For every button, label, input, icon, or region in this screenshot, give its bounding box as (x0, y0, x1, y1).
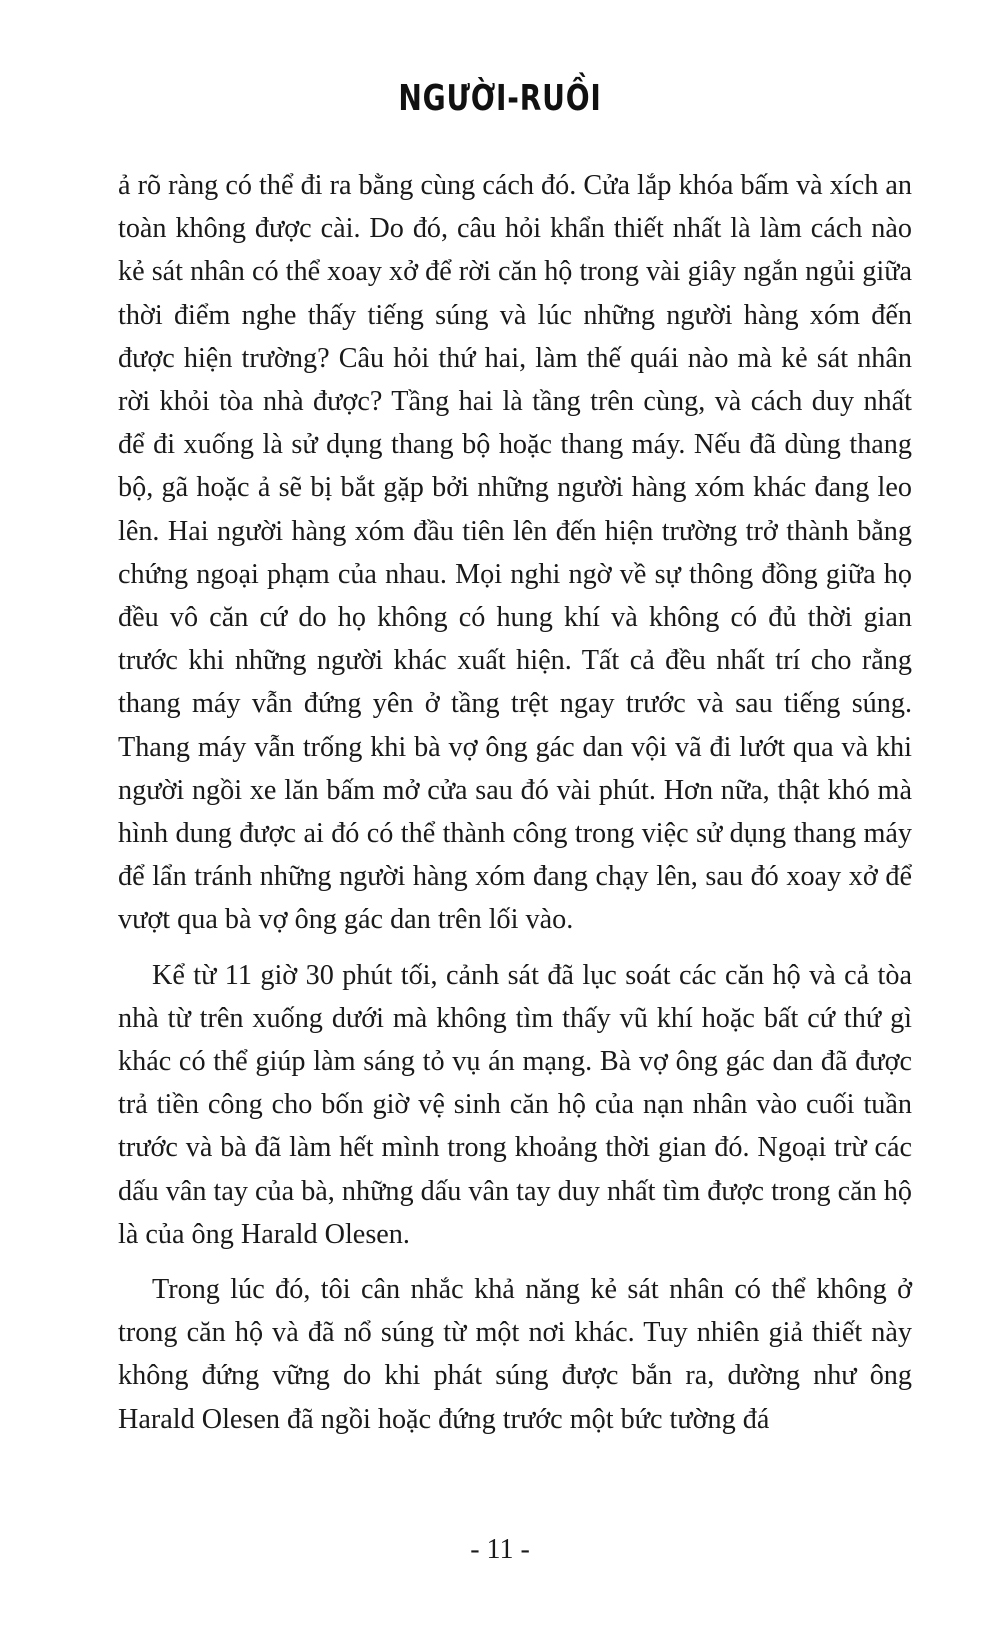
paragraph: Trong lúc đó, tôi cân nhắc khả năng kẻ sát nhân có thể không ở trong căn hộ và đã nổ súng từ một nơi khác. Tuy nhiên giả thiết này không đứng vững do khi phát súng được bắn ra, dường như ông Harald Olesen đã ngồi hoặc đứng trước một bức tường đá (118, 1274, 912, 1435)
paragraph: Kể từ 11 giờ 30 phút tối, cảnh sát đã lục soát các căn hộ và cả tòa nhà từ trên xuống dưới mà không tìm thấy vũ khí hoặc bất cứ thứ gì khác có thể giúp làm sáng tỏ vụ án mạng. Bà vợ ông gác dan đã được trả tiền công cho bốn giờ vệ sinh căn hộ của nạn nhân vào cuối tuần trước và bà đã làm hết mình trong khoảng thời gian đó. Ngoại trừ các dấu vân tay của bà, những dấu vân tay duy nhất tìm được trong căn hộ là của ông Harald Olesen. (118, 959, 912, 1250)
page-number: - 11 - (470, 1534, 530, 1565)
paragraph-continuation: ả rõ ràng có thể đi ra bằng cùng cách đó. Cửa lắp khóa bấm và xích an toàn không được cài. Do đó, câu hỏi khẩn thiết nhất là làm cách nào kẻ sát nhân có thể xoay xở để rời căn hộ trong vài giây ngắn ngủi giữa thời điểm nghe thấy tiếng súng và lúc những người hàng xóm đến được hiện trường? Câu hỏi thứ hai, làm thế quái nào mà kẻ sát nhân rời khỏi tòa nhà được? Tầng hai là tầng trên cùng, và cách duy nhất để đi xuống là sử dụng thang bộ hoặc thang máy. Nếu đã dùng thang bộ, gã hoặc ả sẽ bị bắt gặp bởi những người hàng xóm khác đang leo lên. Hai người hàng xóm đầu tiên lên đến hiện trường trở thành bằng chứng ngoại phạm của nhau. Mọi nghi ngờ về sự thông đồng giữa họ đều vô căn cứ do họ không có hung khí và không có đủ thời gian trước khi những người khác xuất hiện. Tất cả đều nhất trí cho rằng thang máy vẫn đứng yên ở tầng trệt ngay trước và sau tiếng súng. Thang máy vẫn trống khi bà vợ ông gác dan vội vã đi lướt qua và khi người ngồi xe lăn bấm mở cửa sau đó vài phút. Hơn nữa, thật khó mà hình dung được ai đó có thể thành công trong việc sử dụng thang máy để lẩn tránh những người hàng xóm đang chạy lên, sau đó xoay xở để vượt qua bà vợ ông gác dan trên lối vào. (118, 170, 912, 936)
running-title: NGƯỜI-RUỒI (398, 78, 602, 119)
body-text (118, 164, 912, 1441)
